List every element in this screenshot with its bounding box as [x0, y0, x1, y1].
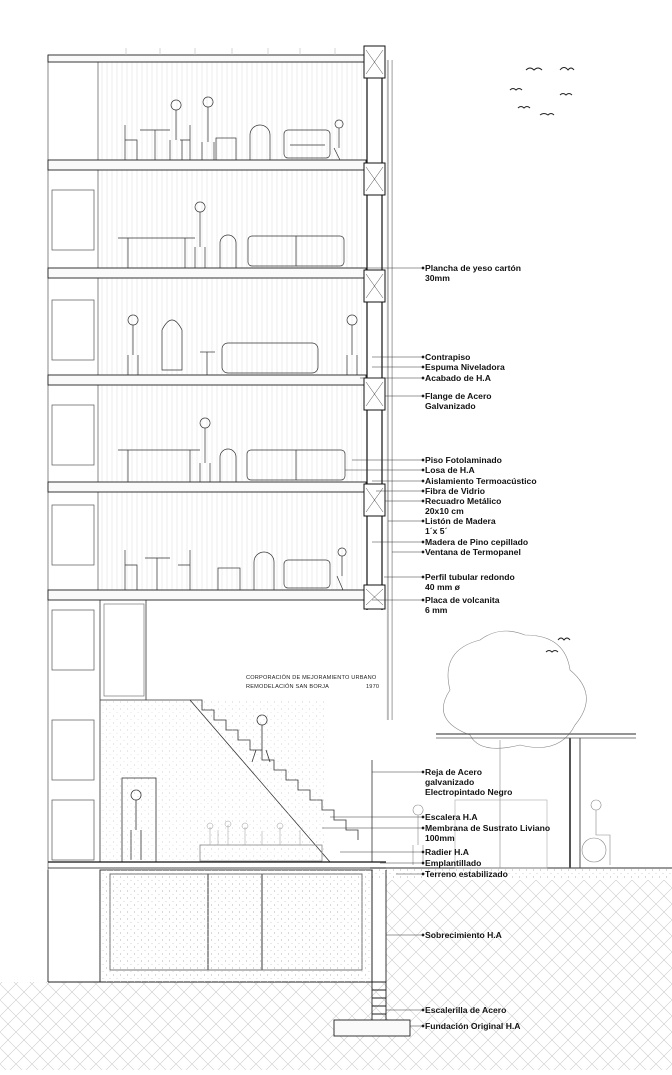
facade-frame	[364, 46, 385, 610]
label-liston-line: Listón de Madera	[425, 516, 496, 526]
left-facade	[48, 55, 98, 870]
label-ventana-line: Ventana de Termopanel	[425, 547, 521, 557]
label-plancha	[425, 263, 521, 283]
label-piso	[425, 455, 502, 465]
leader-dot-losa	[422, 469, 424, 471]
label-liston-line: 1´x 5´	[425, 526, 448, 536]
label-recuadro-line: 20x10 cm	[425, 506, 464, 516]
label-terreno	[425, 869, 508, 879]
sign-year: 1970	[366, 684, 380, 690]
label-fibra	[425, 486, 485, 496]
leader-dot-contrapiso	[422, 356, 424, 358]
leader-dot-escalera	[422, 816, 424, 818]
sign-line-1: CORPORACIÓN DE MEJORAMIENTO URBANO	[246, 675, 377, 681]
leader-dot-madera	[422, 541, 424, 543]
label-aislamiento-line: Aislamiento Termoacústico	[425, 476, 537, 486]
leader-dot-terreno	[422, 873, 424, 875]
label-radier	[425, 847, 469, 857]
label-losa	[425, 465, 475, 475]
label-membrana-line: Membrana de Sustrato Liviano	[425, 823, 551, 833]
leader-dot-liston	[422, 520, 424, 522]
leader-dot-piso	[422, 459, 424, 461]
leader-dot-perfil	[422, 576, 424, 578]
label-madera	[425, 537, 528, 547]
label-reja-line: Reja de Acero	[425, 767, 482, 777]
label-piso-line: Piso Fotolaminado	[425, 455, 502, 465]
label-plancha-line: 30mm	[425, 273, 450, 283]
floor-interiors	[100, 62, 362, 590]
label-perfil	[425, 572, 515, 592]
label-reja	[425, 767, 512, 797]
leader-dot-escalerilla	[422, 1009, 424, 1011]
label-perfil-line: 40 mm ø	[425, 582, 460, 592]
leader-dot-fibra	[422, 490, 424, 492]
label-reja-line: Electropintado Negro	[425, 787, 513, 797]
label-aislamiento	[425, 476, 537, 486]
label-fundacion-line: Fundación Original H.A	[425, 1021, 521, 1031]
label-contrapiso-line: Contrapiso	[425, 352, 471, 362]
label-terreno-line: Terreno estabilizado	[425, 869, 508, 879]
label-liston	[425, 516, 496, 536]
leader-dot-aislamiento	[422, 480, 424, 482]
label-recuadro	[425, 496, 501, 516]
label-placa-line: 6 mm	[425, 605, 448, 615]
label-flange-line: Flange de Acero	[425, 391, 492, 401]
label-acabado-line: Acabado de H.A	[425, 373, 491, 383]
label-emplantillado	[425, 858, 481, 868]
label-fibra-line: Fibra de Vidrio	[425, 486, 486, 496]
label-perfil-line: Perfil tubular redondo	[425, 572, 515, 582]
leader-dot-reja	[422, 771, 424, 773]
label-sobrecimiento-line: Sobrecimiento H.A	[425, 930, 502, 940]
label-membrana	[425, 823, 550, 843]
label-escalera-line: Escalera H.A	[425, 812, 478, 822]
label-radier-line: Radier H.A	[425, 847, 469, 857]
label-acabado	[425, 373, 491, 383]
leader-dot-flange	[422, 395, 424, 397]
sign-line-2: REMODELACIÓN SAN BORJA	[246, 684, 330, 690]
leader-dot-emplantillado	[422, 862, 424, 864]
label-escalera	[425, 812, 478, 822]
label-flange-line: Galvanizado	[425, 401, 476, 411]
label-placa-line: Placa de volcanita	[425, 595, 500, 605]
label-emplantillado-line: Emplantillado	[425, 858, 482, 868]
leader-dot-plancha	[422, 267, 424, 269]
label-placa	[425, 595, 500, 615]
birds	[510, 68, 574, 653]
label-flange	[425, 391, 492, 411]
leader-dot-acabado	[422, 377, 424, 379]
leader-dot-recuadro	[422, 500, 424, 502]
leader-dot-radier	[422, 851, 424, 853]
label-recuadro-line: Recuadro Metálico	[425, 496, 502, 506]
label-ventana	[425, 547, 521, 557]
leader-dot-membrana	[422, 827, 424, 829]
label-escalerilla	[425, 1005, 506, 1015]
label-membrana-line: 100mm	[425, 833, 455, 843]
label-fundacion	[425, 1021, 521, 1031]
label-reja-line: galvanizado	[425, 777, 475, 787]
label-madera-line: Madera de Pino cepillado	[425, 537, 529, 547]
leader-dot-espuma	[422, 366, 424, 368]
label-espuma-line: Espuma Niveladora	[425, 362, 505, 372]
label-escalerilla-line: Escalerilla de Acero	[425, 1005, 507, 1015]
label-plancha-line: Plancha de yeso cartón	[425, 263, 521, 273]
leader-dot-fundacion	[422, 1025, 424, 1027]
leader-dot-ventana	[422, 551, 424, 553]
leader-dot-sobrecimiento	[422, 934, 424, 936]
label-espuma	[425, 362, 505, 372]
label-sobrecimiento	[425, 930, 502, 940]
label-losa-line: Losa de H.A	[425, 465, 475, 475]
leader-dot-placa	[422, 599, 424, 601]
label-contrapiso	[425, 352, 470, 362]
